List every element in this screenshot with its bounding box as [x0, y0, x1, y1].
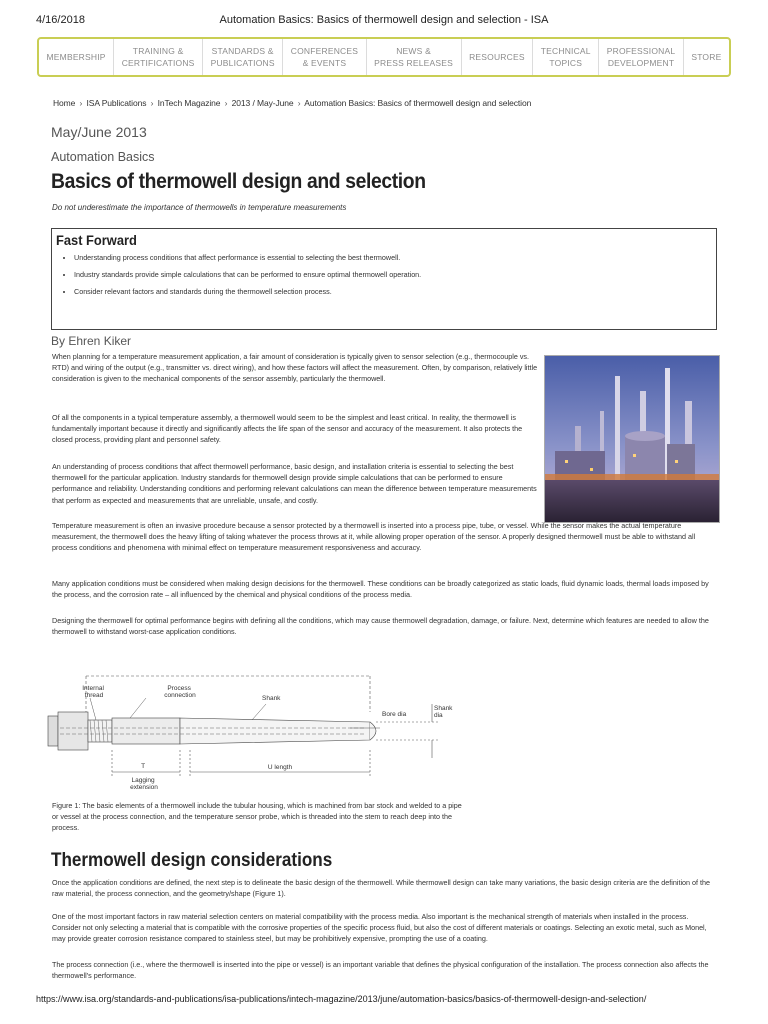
- breadcrumb-intech-magazine[interactable]: InTech Magazine: [157, 98, 221, 108]
- nav-item-technical-topics[interactable]: TECHNICAL TOPICS: [533, 39, 599, 75]
- section-paragraph: One of the most important factors in raw material selection centers on material compatibility with the process media. Also important is the mechanical strength of materials when installed in the process. Consider not only selecting a material that is compatible with the corrosive properties of the specific process fluid, but also the cost of different materials or coatings. Selecting an exotic metal, such as Monel, may provide greater corrosion resistance compared to stainless steel, but may be prohibitively expensive, prompting the use of a coating.: [52, 912, 707, 944]
- label-extension-line: extension: [130, 784, 158, 791]
- breadcrumb-separator: ›: [79, 98, 83, 108]
- fast-forward-title: Fast Forward: [56, 232, 137, 248]
- nav-item-resources[interactable]: RESOURCES: [462, 39, 534, 75]
- breadcrumb-separator: ›: [150, 98, 154, 108]
- breadcrumb-isa-publications[interactable]: ISA Publications: [86, 98, 147, 108]
- thermowell-diagram: [40, 672, 460, 800]
- print-header: [0, 14, 768, 28]
- article-category: Automation Basics: [51, 150, 155, 164]
- fast-forward-box: [51, 228, 717, 330]
- refinery-photo: [544, 355, 720, 523]
- print-page-title: Automation Basics: Basics of thermowell design and selection - ISA: [219, 14, 549, 26]
- breadcrumb-issue[interactable]: 2013 / May-June: [231, 98, 294, 108]
- issue-date: May/June 2013: [51, 124, 147, 140]
- print-date: 4/16/2018: [36, 14, 85, 26]
- main-navigation: [37, 37, 731, 77]
- label-lagging-t: T: [141, 763, 146, 770]
- author-byline: By Ehren Kiker: [51, 334, 132, 348]
- body-paragraph: Designing the thermowell for optimal performance begins with defining all the conditions, which may cause thermowell degradation, damage, or failure. Next, determine which features are needed to allow the thermowell to withstand worst-case application conditions.: [52, 616, 709, 637]
- article-subtitle: Do not underestimate the importance of thermowells in temperature measurements: [52, 203, 347, 212]
- label-process-connection-line1: Process: [167, 685, 191, 692]
- nav-item-training-certifications[interactable]: TRAINING & CERTIFICATIONS: [114, 39, 203, 75]
- label-internal-thread-line1: Internal: [82, 685, 104, 692]
- fast-forward-item: • Understanding process conditions that affect performance is essential to selecting the best thermowell.: [74, 253, 421, 262]
- label-lagging-extension: [130, 763, 158, 791]
- label-shank: Shank: [262, 695, 281, 702]
- section-paragraph: The process connection (i.e., where the thermowell is inserted into the pipe or vessel) is an important variable that defines the physical configuration of the installation. The process connection also affects the thermowell's performance.: [52, 960, 709, 981]
- body-paragraph: Of all the components in a typical temperature assembly, a thermowell would seem to be the simplest and least critical. In reality, the thermowell is fundamentally important because it directly and significantly affects the life span of the sensor and accuracy of the measurement. It also protects the closed process, providing plant and personnel safety.: [52, 413, 523, 445]
- nav-item-store[interactable]: STORE: [691, 52, 722, 62]
- refinery-image: [545, 356, 719, 522]
- nav-item-conferences-events[interactable]: CONFERENCES & EVENTS: [283, 39, 366, 75]
- thermowell-figure: [40, 672, 460, 800]
- body-paragraph: An understanding of process conditions that affect thermowell performance, basic design, and installation criteria is essential to selecting the best thermowell for the particular application. Industry standards for thermowell design provide simple calculations that can be performed to ensure performance and reliability. Understanding conditions and performing relevant calculations can mean the difference between temperature measurements that perform as expected and measurements that are unreliable, unsafe, and costly.: [52, 462, 537, 505]
- fast-forward-item: • Industry standards provide simple calculations that can be performed to ensure optimal thermowell operation.: [74, 270, 421, 279]
- breadcrumb: [53, 98, 531, 108]
- label-lagging-line: Lagging: [131, 777, 155, 784]
- fast-forward-item: • Consider relevant factors and standards during the thermowell selection process.: [74, 287, 421, 296]
- label-shank-dia-line1: Shank: [434, 705, 453, 712]
- nav-item-membership[interactable]: MEMBERSHIP: [39, 39, 114, 75]
- section-heading: Thermowell design considerations: [51, 850, 333, 871]
- nav-item-standards-publications[interactable]: STANDARDS & PUBLICATIONS: [203, 39, 283, 75]
- label-shank-dia: [434, 705, 454, 719]
- label-bore-dia: Bore dia: [382, 711, 407, 718]
- figure-caption: Figure 1: The basic elements of a thermowell include the tubular housing, which is machined from bar stock and welded to a pipe or vessel at the process connection, and the temperature sensor probe, which is threaded into the stem to reach deep into the process.: [52, 801, 462, 833]
- label-process-connection-line2: connection: [164, 692, 196, 699]
- body-paragraph: Temperature measurement is often an invasive procedure because a sensor protected by a thermowell is inserted into a process pipe, tube, or vessel. While the sensor makes the actual temperature measurement, the thermowell does the heavy lifting of taking whatever the process throws at it, while allowing proper operation of the sensor. A properly designed thermowell must be able to withstand all process conditions and phenomena with minimal effect on temperature measurement responsiveness and accuracy.: [52, 521, 696, 553]
- breadcrumb-separator: ›: [224, 98, 228, 108]
- breadcrumb-separator: ›: [297, 98, 301, 108]
- label-shank-dia-line2: dia: [434, 712, 443, 719]
- print-footer-url: https://www.isa.org/standards-and-publications/isa-publications/intech-magazine/2013/june/automation-basics/basics-of-thermowell-design-and-selection/: [36, 994, 647, 1004]
- nav-item-professional-development[interactable]: PROFESSIONAL DEVELOPMENT: [599, 39, 684, 75]
- label-internal-thread-line2: thread: [84, 692, 104, 699]
- body-paragraph: When planning for a temperature measurement application, a fair amount of consideration is typically given to sensor selection (e.g., thermocouple vs. RTD) and wiring of the output (e.g., transmitter vs. direct wiring), and how these factors will affect the measurement. Often, by comparison, relatively little consideration is given to the mechanical components of the sensor assembly, particularly the thermowell.: [52, 352, 538, 384]
- section-paragraph: Once the application conditions are defined, the next step is to delineate the basic design of the thermowell. While thermowell design can take many variations, the basic design criteria are the definition of the raw material, the process connection, and the geometry/shape (Figure 1).: [52, 878, 711, 899]
- label-process-connection: [164, 685, 196, 699]
- nav-item-news-press-releases[interactable]: NEWS & PRESS RELEASES: [367, 39, 462, 75]
- body-paragraph: Many application conditions must be considered when making design decisions for the thermowell. These conditions can be broadly categorized as static loads, fluid dynamic loads, thermal loads imposed by the process, and the corrosion rate – all influenced by the chemical and physical conditions of the process media.: [52, 579, 709, 600]
- page-title: Basics of thermowell design and selection: [51, 170, 426, 193]
- label-internal-thread: [82, 685, 106, 699]
- label-u-length: U length: [267, 764, 293, 771]
- breadcrumb-current: Automation Basics: Basics of thermowell design and selection: [304, 98, 532, 108]
- fast-forward-list: [62, 253, 421, 304]
- breadcrumb-home[interactable]: Home: [53, 98, 76, 108]
